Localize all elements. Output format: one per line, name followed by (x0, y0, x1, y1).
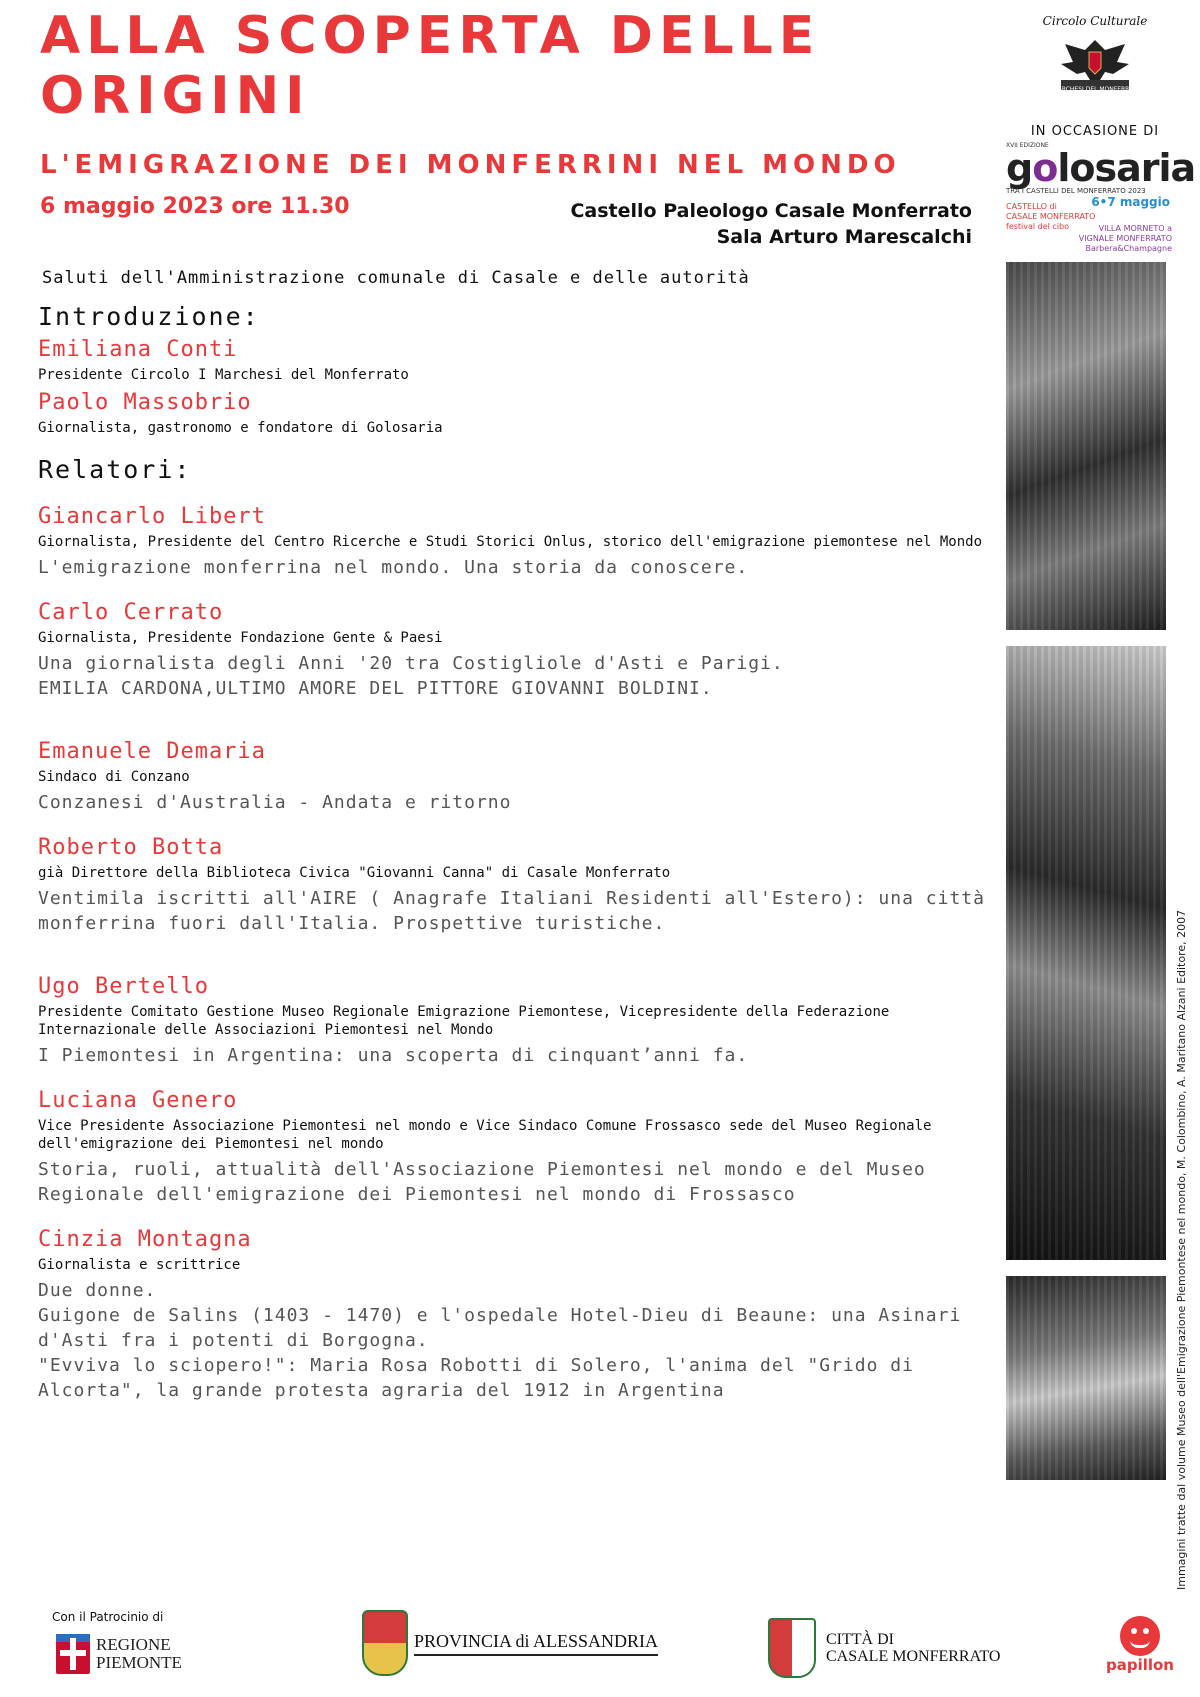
speaker-name: Giancarlo Libert (38, 504, 266, 529)
event-subtitle: L'EMIGRAZIONE DEI MONFERRINI NEL MONDO (40, 150, 901, 180)
speaker-name: Cinzia Montagna (38, 1227, 252, 1252)
photo-credit: Immagini tratte dal volume Museo dell'Emigrazione Piemontese nel mondo, M. Colombino, A. Maritano Alzani Editore, 2007 (1175, 909, 1188, 1590)
event-title: ALLA SCOPERTA DELLE ORIGINI (40, 6, 821, 126)
speaker-block (38, 974, 998, 1068)
emigrants-photo-1 (1006, 262, 1166, 630)
speaker-role: Presidente Circolo I Marchesi del Monferrato (38, 367, 409, 383)
speaker-topic: Due donne. Guigone de Salins (1403 - 1470) e l'ospedale Hotel-Dieu di Beaune: una Asinari d'Asti fra i potenti di Borgogna. "Evviva lo sciopero!": Maria Rosa Robotti di Solero, l'anima del "Grido di Alcorta", la grande protesta agraria del 1912 in Argentina (38, 1280, 962, 1401)
circolo-label: Circolo Culturale (1042, 14, 1148, 28)
papillon-face-icon (1120, 1616, 1160, 1656)
photo-texture (1006, 1276, 1166, 1480)
emigrants-photo-2 (1006, 646, 1166, 1260)
speaker-role: già Direttore della Biblioteca Civica "Giovanni Canna" di Casale Monferrato (38, 865, 671, 881)
golosaria-tagline: TRA I CASTELLI DEL MONFERRATO 2023 (1006, 187, 1146, 195)
golosaria-logo (1006, 142, 1196, 253)
casale-line-2: CASALE MONFERRATO (826, 1648, 1001, 1665)
speaker-name: Emiliana Conti (38, 337, 238, 362)
intro-speaker (38, 337, 998, 384)
provincia-alessandria-logo (362, 1610, 658, 1676)
speaker-name: Emanuele Demaria (38, 739, 266, 764)
occasione-label: IN OCCASIONE DI (1030, 124, 1160, 139)
regione-text (96, 1636, 182, 1672)
speaker-topic: Storia, ruoli, attualità dell'Associazione Piemontesi nel mondo e del Museo Regionale dell'emigrazione dei Piemontesi nel mondo di Frossasco (38, 1159, 926, 1205)
brand-part: g (1006, 146, 1033, 190)
golosaria-left-caption: CASTELLO di CASALE MONFERRATO festival del cibo (1006, 202, 1096, 231)
speaker-role: Giornalista, gastronomo e fondatore di Golosaria (38, 420, 443, 436)
golosaria-dates: 6•7 maggio (1091, 195, 1170, 209)
photo-texture (1006, 262, 1166, 630)
footer (0, 1610, 1200, 1690)
speaker-role: Vice Presidente Associazione Piemontesi nel mondo e Vice Sindaco Comune Frossasco sede del Museo Regionale dell'emigrazione dei Piemontesi nel mondo (38, 1118, 932, 1152)
regione-piemonte-logo (56, 1634, 182, 1674)
speaker-topic: I Piemontesi in Argentina: una scoperta di cinquant’anni fa. (38, 1045, 749, 1066)
event-date: 6 maggio 2023 ore 11.30 (40, 194, 350, 219)
circolo-banner: I MARCHESI DEL MONFERRATO (1048, 86, 1142, 93)
speaker-topic: Una giornalista degli Anni '20 tra Costigliole d'Asti e Parigi. EMILIA CARDONA,ULTIMO AMORE DEL PITTORE GIOVANNI BOLDINI. (38, 653, 784, 699)
event-venue (570, 198, 972, 250)
emigrants-photo-3 (1006, 1276, 1166, 1480)
speaker-block (38, 739, 998, 815)
speaker-name: Ugo Bertello (38, 974, 209, 999)
speaker-block (38, 600, 998, 701)
speaker-name: Luciana Genero (38, 1088, 238, 1113)
speaker-block (38, 504, 998, 580)
speaker-name: Carlo Cerrato (38, 600, 224, 625)
saluti-line: Saluti dell'Amministrazione comunale di Casale e delle autorità (42, 268, 750, 288)
speaker-role: Presidente Comitato Gestione Museo Regionale Emigrazione Piemontese, Vicepresidente della Federazione Internazionale delle Associazioni Piemontesi nel Mondo (38, 1004, 890, 1038)
speaker-block (38, 835, 998, 936)
speaker-role: Giornalista e scrittrice (38, 1257, 241, 1273)
speaker-topic: Ventimila iscritti all'AIRE ( Anagrafe Italiani Residenti all'Estero): una città monferrina fuori dall'Italia. Prospettive turistiche. (38, 888, 985, 934)
photo-texture (1006, 646, 1166, 1260)
relatori-heading: Relatori: (38, 455, 192, 484)
casale-shield-icon (768, 1618, 816, 1678)
golosaria-brand (1006, 146, 1196, 190)
golosaria-edition: XVII EDIZIONE (1006, 142, 1049, 149)
program (38, 268, 998, 1403)
golosaria-right-caption: VILLA MORNETO a VIGNALE MONFERRATO Barbera&Champagne (1078, 224, 1172, 253)
speaker-block (38, 1227, 998, 1403)
patrocinio-label: Con il Patrocinio di (52, 1610, 164, 1624)
speaker-role: Giornalista, Presidente del Centro Ricerche e Studi Storici Onlus, storico dell'emigrazione piemontese nel Mondo (38, 534, 983, 550)
regione-shield-icon (56, 1634, 90, 1674)
intro-speaker (38, 390, 998, 437)
venue-line-2: Sala Arturo Marescalchi (716, 226, 972, 248)
speaker-role: Giornalista, Presidente Fondazione Gente & Paesi (38, 630, 443, 646)
casale-monferrato-logo (768, 1618, 1000, 1678)
speaker-role: Sindaco di Conzano (38, 769, 190, 785)
regione-line-2: PIEMONTE (96, 1653, 182, 1672)
speaker-topic: Conzanesi d'Australia - Andata e ritorno (38, 792, 512, 813)
papillon-logo (1100, 1616, 1180, 1674)
speaker-block (38, 1088, 998, 1207)
brand-part: losaria (1057, 146, 1196, 190)
speaker-name: Paolo Massobrio (38, 390, 252, 415)
regione-line-1: REGIONE (96, 1635, 171, 1654)
papillon-text: papillon (1105, 1656, 1174, 1674)
brand-part: o (1032, 146, 1058, 190)
provincia-text: PROVINCIA di ALESSANDRIA (414, 1631, 658, 1656)
casale-line-1: CITTÀ DI (826, 1631, 894, 1648)
venue-line-1: Castello Paleologo Casale Monferrato (570, 200, 972, 222)
casale-text (826, 1631, 1000, 1665)
circolo-logo (1030, 14, 1160, 124)
speaker-name: Roberto Botta (38, 835, 224, 860)
speaker-topic: L'emigrazione monferrina nel mondo. Una storia da conoscere. (38, 557, 749, 578)
provincia-shield-icon (362, 1610, 408, 1676)
intro-heading: Introduzione: (38, 302, 260, 331)
